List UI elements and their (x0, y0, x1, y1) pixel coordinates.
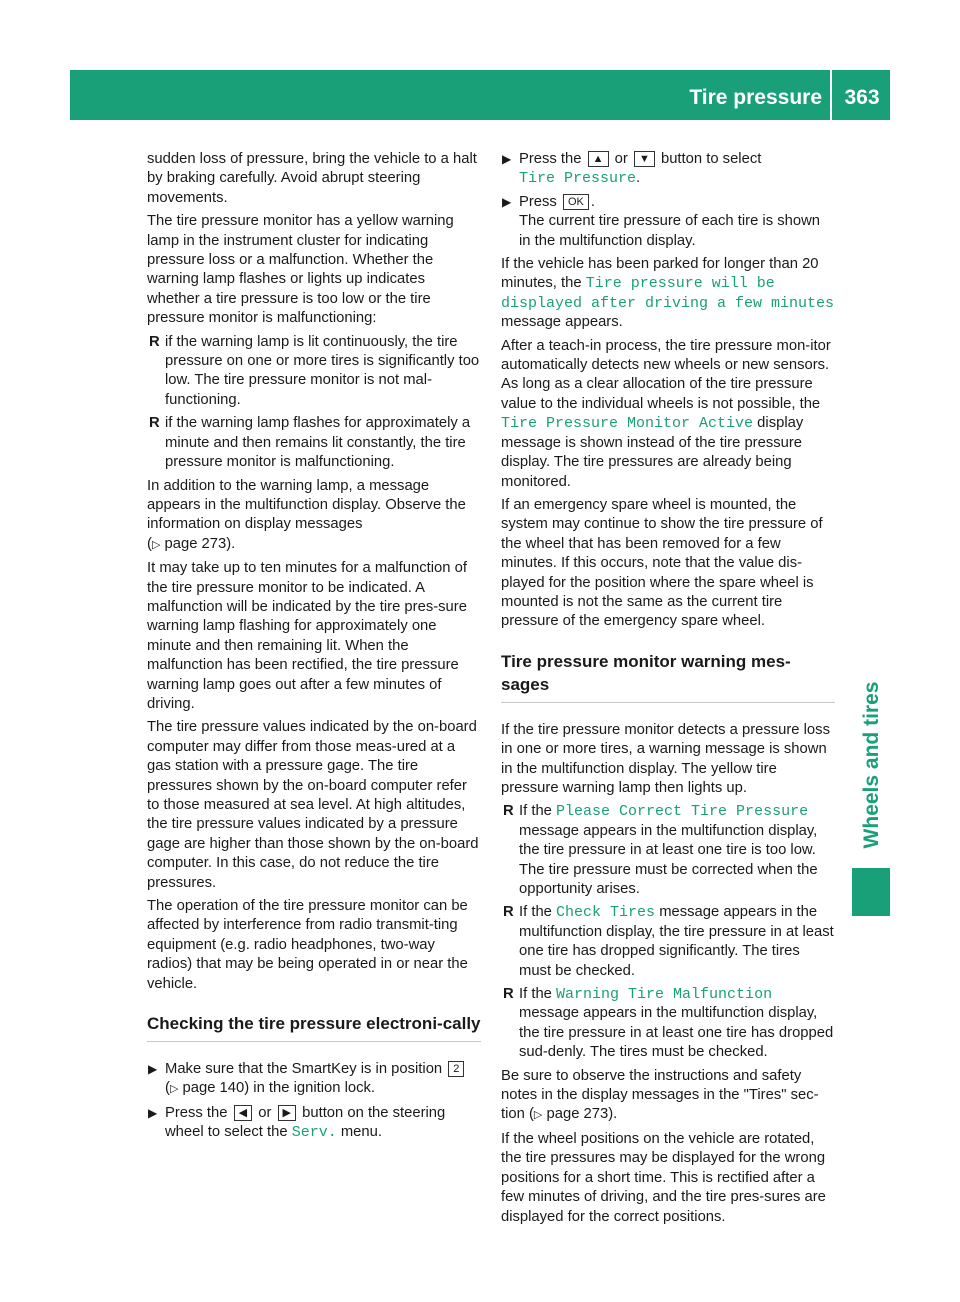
down-button-icon: ▼ (634, 151, 655, 167)
list-item: R if the warning lamp flashes for approximately a minute and then remains lit constantly, the tire pressure monitor is malfunctioning. (149, 415, 471, 471)
paragraph: After a teach-in process, the tire pressure mon-itor automatically detects new wheels or new sensors. As long as a clear allocation of the tire pressure value to the individual wheels is not possible, the Tire Pressure Monitor Active display message is shown instead of the tire pressure display. The tire pressures are already being monitored. (501, 337, 831, 490)
paragraph: The operation of the tire pressure monitor can be affected by interference from radio transmit-ting equipment (e.g. radio headphones, two-way radios) that may be being operated in or near the vehicle. (147, 898, 468, 992)
page-ref-arrow-icon: ▷ (533, 1109, 543, 1122)
header-divider (830, 70, 832, 120)
paragraph: It may take up to ten minutes for a malfunction of the tire pressure monitor to be indicated. A malfunction will be indicated by the tire pres-sure warning lamp flashing for approximately one minute and then remaining lit. When the malfunction has been rectified, the tire pressure warning lamp goes out after a few minutes of driving. (147, 560, 467, 712)
right-column (501, 150, 835, 1231)
paragraph: Be sure to observe the instructions and safety notes in the display messages in the "Tires" sec-tion (▷ page 273). (501, 1067, 819, 1123)
step-arrow-icon: ▶ (148, 1062, 158, 1077)
display-message: Tire Pressure Monitor Active (501, 415, 754, 433)
up-button-icon: ▲ (588, 151, 609, 167)
step-arrow-icon: ▶ (148, 1105, 158, 1120)
paragraph: The tire pressure values indicated by the on-board computer may differ from those meas-ured at a gas station with a pressure gage. The tire pressures shown by the on-board computer refer to those measured at sea level. At high altitudes, the tire pressure values indicated by a pressure gage are higher than those shown by the on-board computer. In this case, do not reduce the tire pressures. (147, 719, 479, 891)
instruction-step: ▶ Press OK . The current tire pressure of each tire is shown in the multifunction display. (502, 193, 821, 249)
paragraph: If the vehicle has been parked for longer than 20 minutes, the Tire pressure will be displayed after driving a few minutes message appears. (501, 256, 835, 331)
bullet-icon: R (503, 803, 514, 820)
page-ref-arrow-icon: ▷ (151, 538, 161, 551)
page-number: 363 (844, 86, 880, 109)
page-ref-link[interactable]: page 140) in the ignition lock. (182, 1080, 376, 1097)
section-heading: Checking the tire pressure electroni-cally (147, 1012, 481, 1042)
page-title: Tire pressure (689, 86, 822, 109)
bullet-icon: R (503, 986, 514, 1003)
bullet-icon: R (149, 415, 160, 432)
paragraph: sudden loss of pressure, bring the vehicle to a halt by braking carefully. Avoid abrupt steering movements. (147, 151, 477, 206)
section-heading: Tire pressure monitor warning mes-sages (501, 650, 835, 703)
display-message: Please Correct Tire Pressure (556, 803, 809, 821)
ok-button-icon: OK (563, 194, 589, 210)
page-ref-link[interactable]: page 273). (546, 1106, 618, 1123)
paragraph: If the wheel positions on the vehicle are rotated, the tire pressures may be displayed for the wrong positions for a short time. This is rectified after a few minutes of driving, and the tire pres-sures are displayed for the correct positions. (501, 1130, 826, 1225)
left-column (147, 150, 481, 1147)
list-item: R If the Warning Tire Malfunction message appears in the multifunction display, the tire pressure in at least one tire has dropped sud-denly. The tires must be checked. (503, 986, 834, 1061)
instruction-step: ▶ Make sure that the SmartKey is in position 2 (▷ page 140) in the ignition lock. (147, 1060, 481, 1100)
list-item: R If the Check Tires message appears in the multifunction display, the tire pressure in at least one tire has dropped significantly. The tires must be checked. (503, 904, 834, 979)
page-ref-link[interactable]: page 273). (164, 535, 236, 552)
list-item: R if the warning lamp is lit continuously, the tire pressure on one or more tires is significantly too low. The tire pressure monitor is not mal-functioning. (149, 333, 480, 408)
position-2-key-icon: 2 (448, 1061, 464, 1077)
paragraph: If the tire pressure monitor detects a pressure loss in one or more tires, a warning message is shown in the multifunction display. The yellow tire pressure warning lamp then lights up. (501, 721, 830, 796)
display-message: Check Tires (556, 904, 656, 922)
paragraph: If an emergency spare wheel is mounted, the system may continue to show the tire pressure of the wheel that has been removed for a few minutes. If this occurs, note that the value dis-played for the position where the spare wheel is mounted is not the same as the current tire pressure of the emergency spare wheel. (501, 496, 823, 630)
right-button-icon: ▶ (278, 1105, 296, 1121)
paragraph: The tire pressure monitor has a yellow warning lamp in the instrument cluster for indicating pressure loss or a malfunction. Whether the warning lamp flashes or lights up indicates whether a tire pressure is too low or the tire pressure monitor is malfunctioning: (147, 213, 454, 327)
paragraph: In addition to the warning lamp, a message appears in the multifunction display. Observe the information on display messages (▷ page 273). (147, 477, 466, 552)
step-arrow-icon: ▶ (502, 152, 512, 166)
bullet-icon: R (149, 333, 160, 350)
display-message: Warning Tire Malfunction (556, 986, 773, 1004)
page-ref-arrow-icon: ▷ (169, 1083, 179, 1096)
menu-item-name: Tire Pressure (519, 170, 637, 188)
display-message: Tire pressure will be displayed after driving a few minutes (501, 275, 835, 312)
step-arrow-icon: ▶ (502, 194, 512, 209)
section-tab-label: Wheels and tires (860, 681, 883, 849)
left-button-icon: ◀ (234, 1105, 252, 1121)
section-tab-marker (852, 868, 890, 916)
instruction-step: ▶ Press the ▲ or ▼ button to select Tire Pressure. (502, 151, 762, 188)
list-item: R If the Please Correct Tire Pressure message appears in the multifunction display, the tire pressure in at least one tire is too low. The tire pressure must be corrected when the opportunity arises. (503, 803, 818, 897)
menu-name: Serv. (291, 1124, 337, 1142)
bullet-icon: R (503, 904, 514, 921)
instruction-step: ▶ Press the ◀ or ▶ button on the steering wheel to select the Serv. menu. (148, 1104, 446, 1142)
